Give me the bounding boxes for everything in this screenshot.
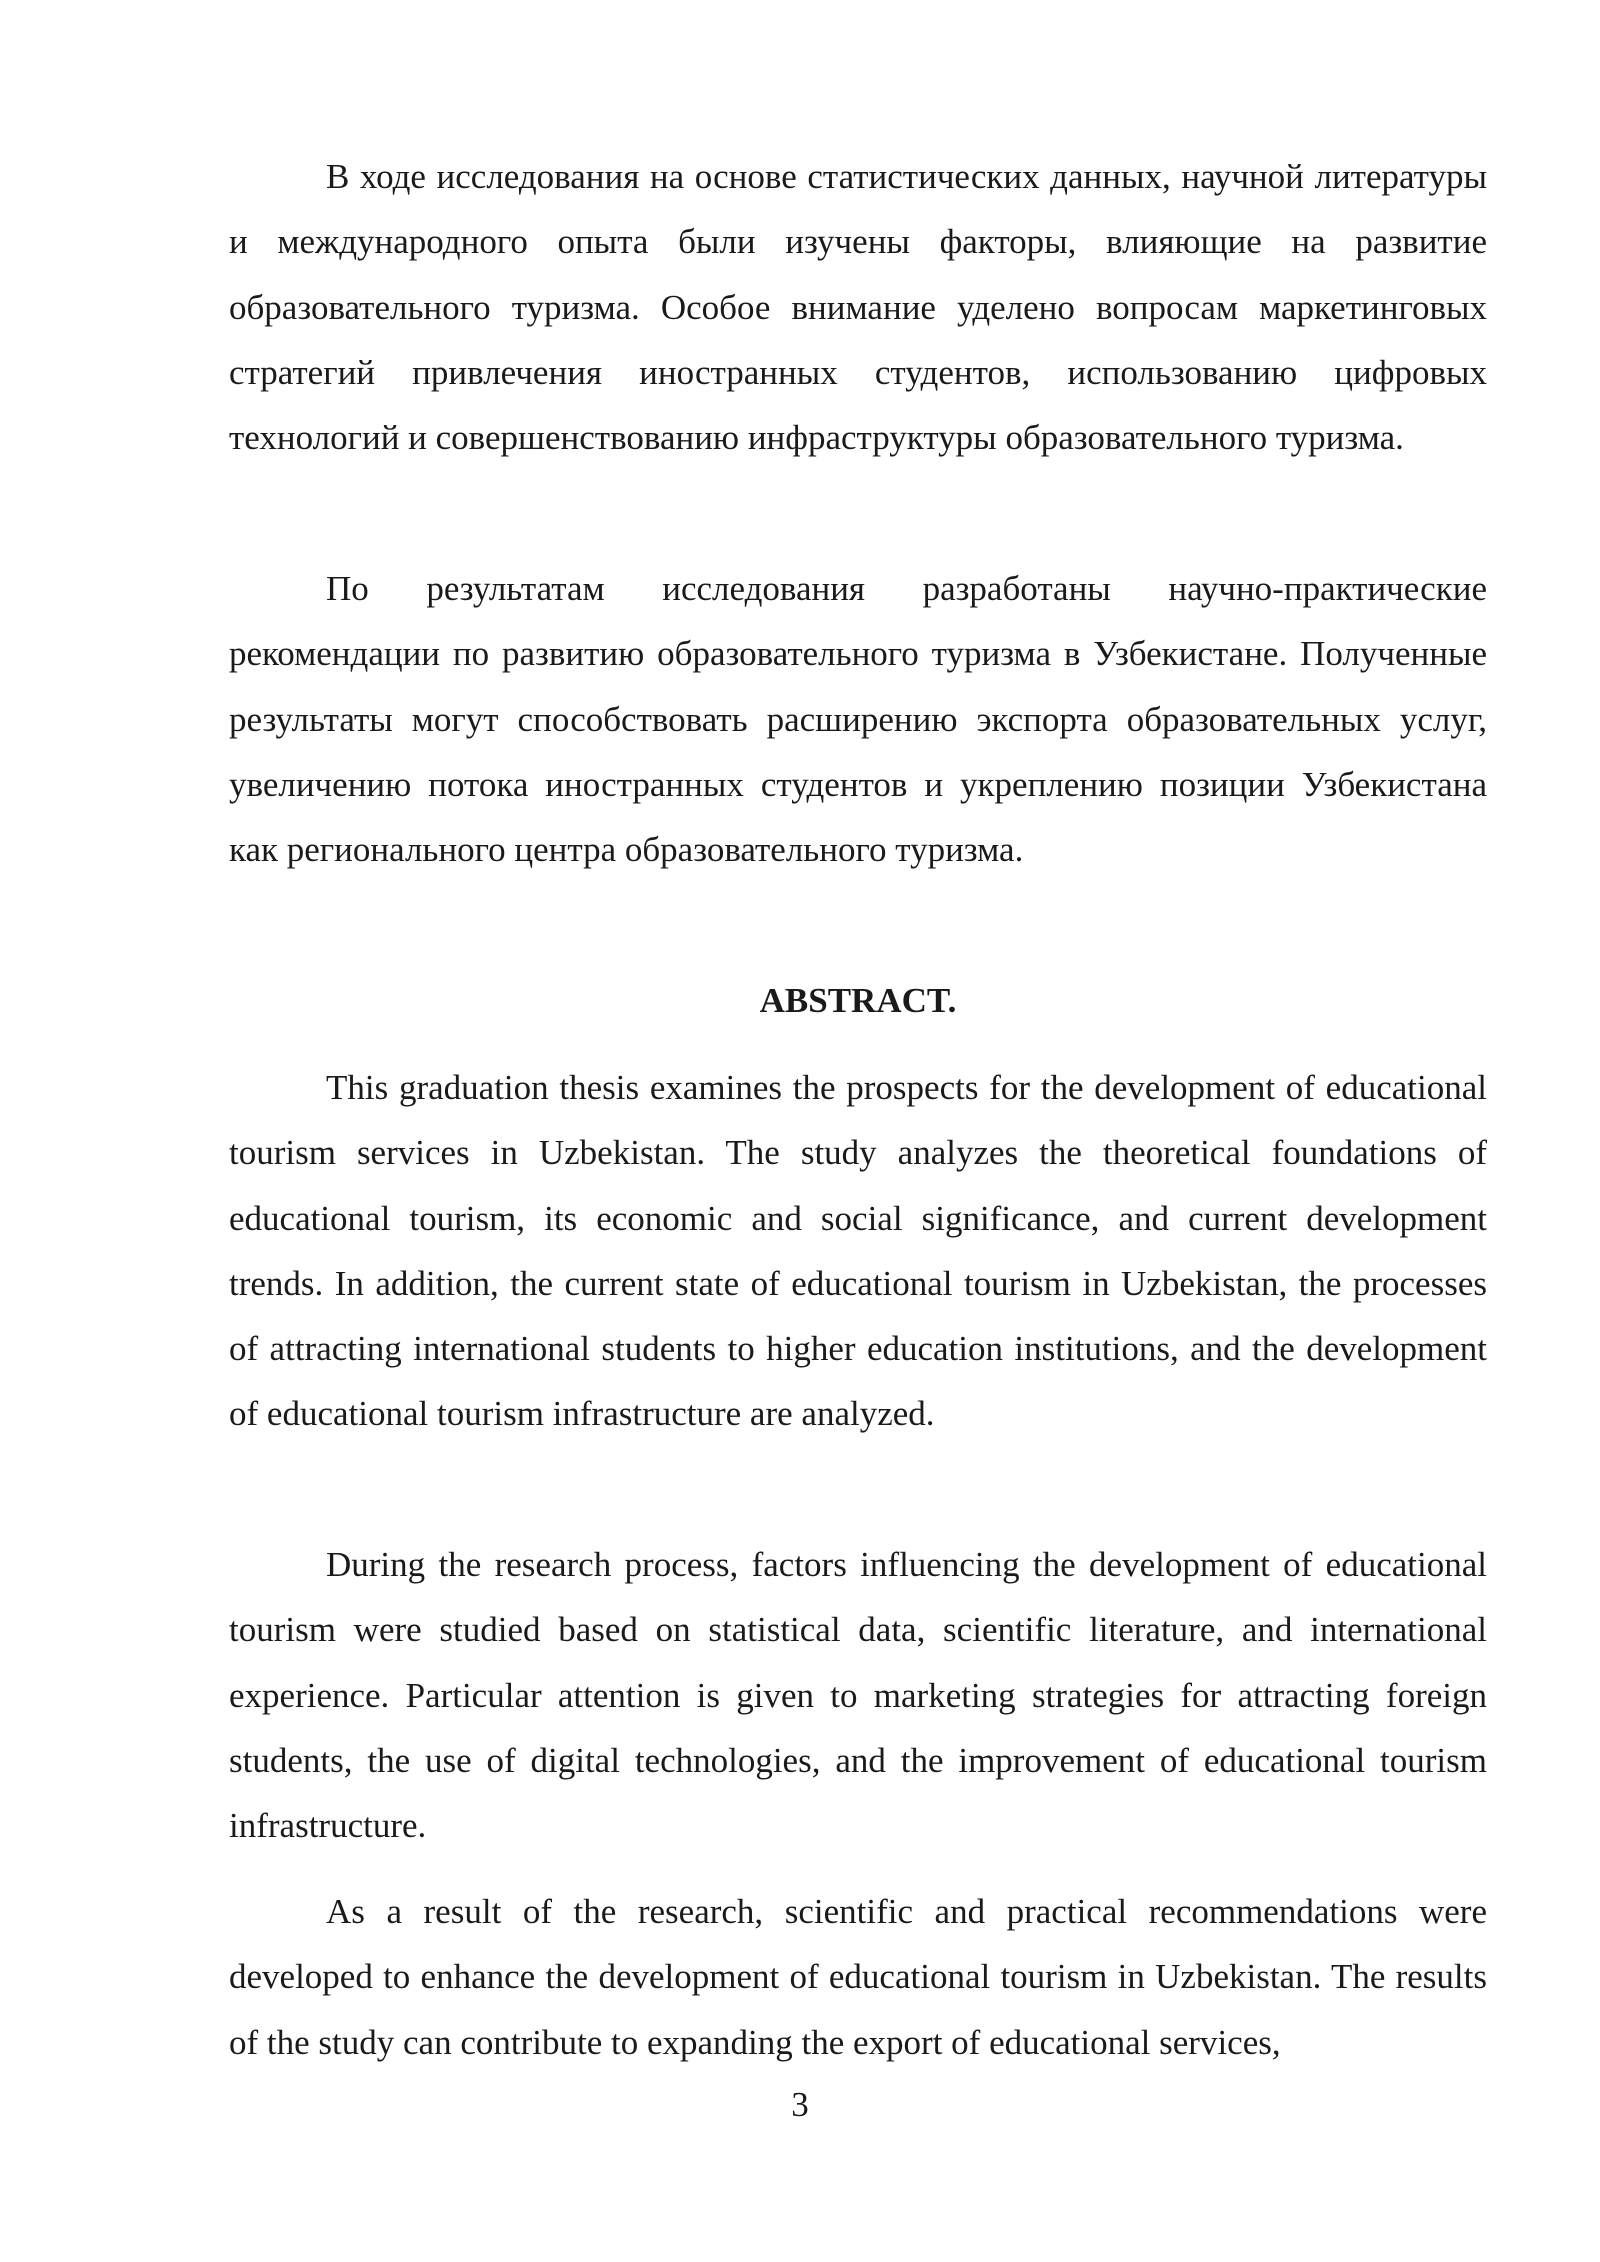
abstract-heading-block xyxy=(229,968,1487,1033)
paragraph-ru-research-factors xyxy=(229,144,1487,470)
page-number: 3 xyxy=(791,2085,809,2124)
paragraph-en-thesis-overview xyxy=(229,1055,1487,1447)
paragraph-text: As a result of the research, scientific and practical recommendations were developed to enhance the development of educational tourism in Uzbekistan. The results of the study can contribute to expanding the export of educational services, xyxy=(229,1892,1487,2062)
paragraph-text: This graduation thesis examines the prospects for the development of educational tourism services in Uzbekistan. The study analyzes the theoretical foundations of educational tourism, its economic and social significance, and current development trends. In addition, the current state of educational tourism in Uzbekistan, the processes of attracting international students to higher education institutions, and the development of educational tourism infrastructure are analyzed. xyxy=(229,1068,1487,1434)
paragraph-ru-recommendations xyxy=(229,556,1487,882)
paragraph-text: During the research process, factors influencing the development of educational tourism were studied based on statistical data, scientific literature, and international experience. Particular attention is given to marketing strategies for attracting foreign students, the use of digital technologies, and the improvement of educational tourism infrastructure. xyxy=(229,1545,1487,1846)
paragraph-en-results xyxy=(229,1879,1487,2075)
paragraph-text: По результатам исследования разработаны научно-практические рекомендации по развитию образовательного туризма в Узбекистане. Полученные результаты могут способствовать расширению экспорта образовательных услуг, увеличению потока иностранных студентов и укреплению позиции Узбекистана как регионального центра образовательного туризма. xyxy=(229,569,1487,870)
paragraph-en-research-process xyxy=(229,1532,1487,1858)
abstract-heading: ABSTRACT. xyxy=(759,981,957,1020)
paragraph-text: В ходе исследования на основе статистических данных, научной литературы и международного опыта были изучены факторы, влияющие на развитие образовательного туризма. Особое внимание уделено вопросам маркетинговых стратегий привлечения иностранных студентов, использованию цифровых технологий и совершенствованию инфраструктуры образовательного туризма. xyxy=(229,157,1487,458)
